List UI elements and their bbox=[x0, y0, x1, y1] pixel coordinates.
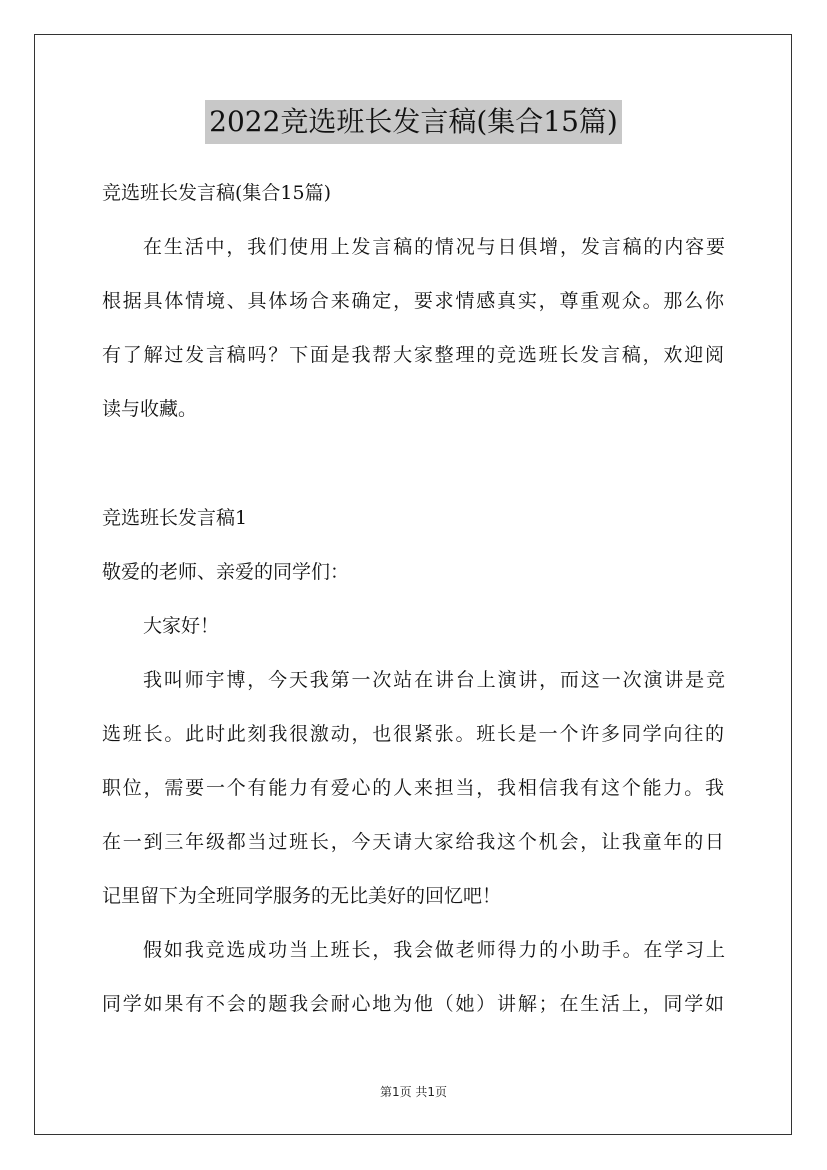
title-container bbox=[0, 100, 827, 144]
page-footer: 第1页 共1页 bbox=[379, 1085, 448, 1099]
paragraph-line: 在生活中，我们使用上发言稿的情况与日俱增，发言稿的内容要 bbox=[143, 236, 725, 258]
paragraph-line: 选班长。此时此刻我很激动，也很紧张。班长是一个许多同学向往的 bbox=[102, 723, 724, 745]
paragraph-line: 同学如果有不会的题我会耐心地为他（她）讲解；在生活上，同学如 bbox=[102, 993, 724, 1015]
section-heading: 竞选班长发言稿1 bbox=[102, 507, 248, 529]
paragraph-line: 职位，需要一个有能力有爱心的人来担当，我相信我有这个能力。我 bbox=[102, 777, 724, 799]
paragraph-line: 在一到三年级都当过班长，今天请大家给我这个机会，让我童年的日 bbox=[102, 831, 724, 853]
paragraph-line: 假如我竞选成功当上班长，我会做老师得力的小助手。在学习上 bbox=[143, 939, 725, 961]
paragraph-line: 我叫师宇博，今天我第一次站在讲台上演讲，而这一次演讲是竞 bbox=[143, 669, 725, 691]
paragraph-line: 读与收藏。 bbox=[102, 398, 198, 420]
document-title: 2022竞选班长发言稿(集合15篇) bbox=[205, 100, 622, 144]
paragraph-line: 记里留下为全班同学服务的无比美好的回忆吧！ bbox=[102, 885, 502, 907]
paragraph-line: 有了解过发言稿吗？下面是我帮大家整理的竞选班长发言稿，欢迎阅 bbox=[102, 344, 724, 366]
salutation-line: 敬爱的老师、亲爱的同学们： bbox=[102, 561, 350, 583]
greeting-line: 大家好！ bbox=[143, 615, 220, 637]
paragraph-line: 根据具体情境、具体场合来确定，要求情感真实，尊重观众。那么你 bbox=[102, 290, 724, 312]
subtitle-line: 竞选班长发言稿(集合15篇) bbox=[102, 182, 332, 204]
